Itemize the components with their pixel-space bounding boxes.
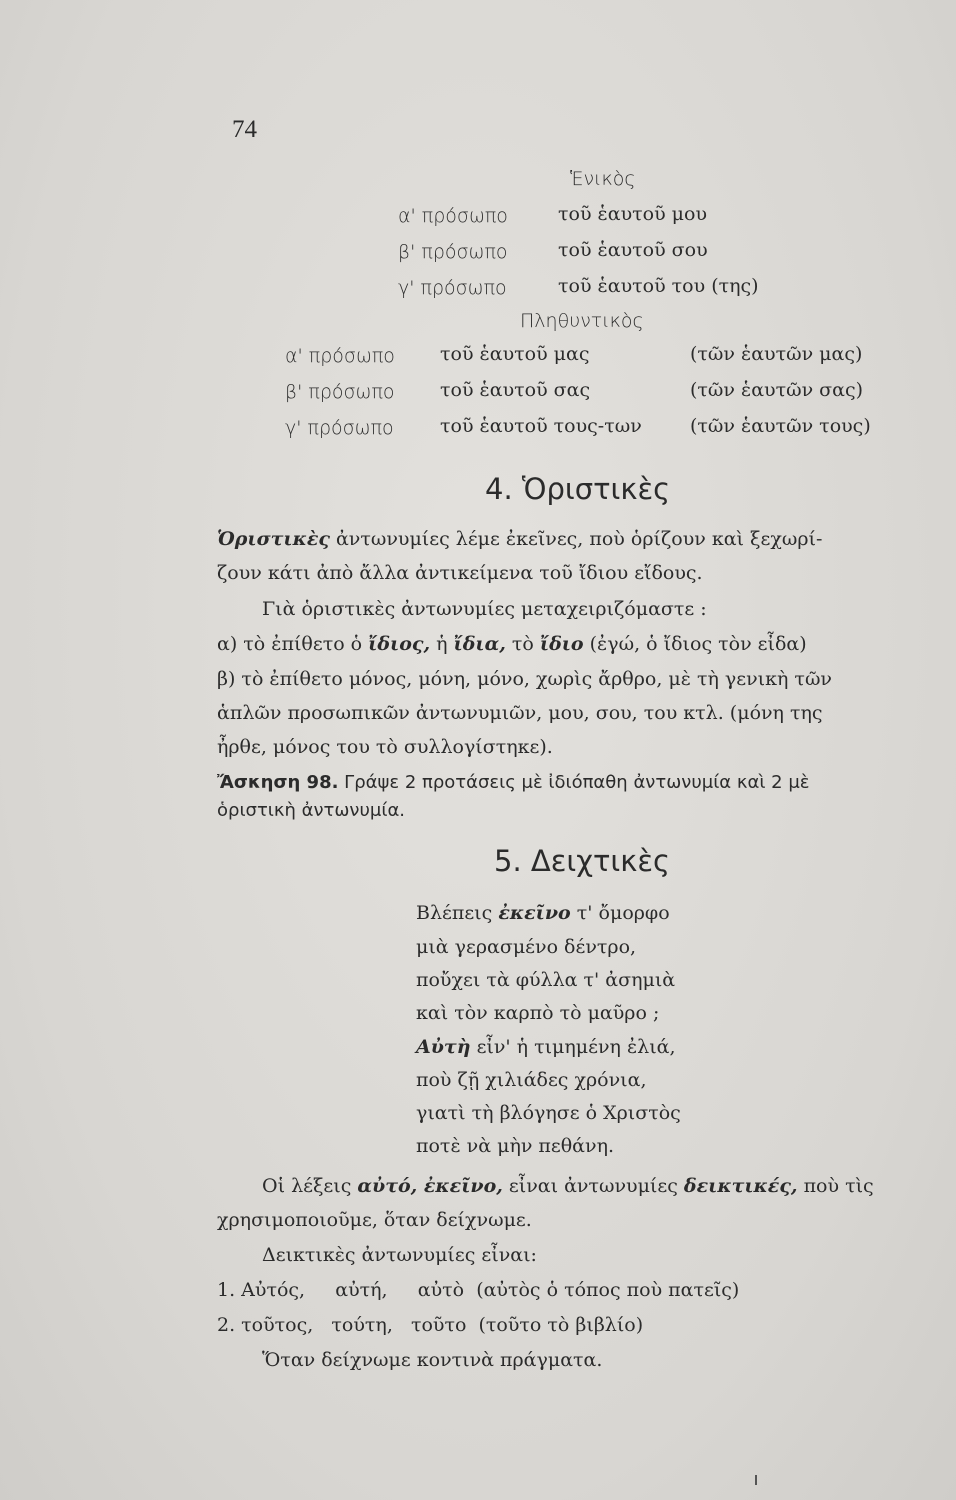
exercise-98-line-2: ὁριστικὴ ἀντωνυμία.: [217, 800, 406, 821]
section-4-definition-line-1: [217, 528, 822, 550]
p1-suffix: ποὺ τὶς: [797, 1175, 874, 1197]
section-5-heading: 5. Δειχτικὲς: [494, 844, 671, 878]
plural-form-1: τοῦ ἑαυτοῦ μας: [440, 343, 590, 365]
section-4-item-b-line-2: ἁπλῶν προσωπικῶν ἀντωνυμιῶν, μου, σου, του κτλ. (μόνη της: [217, 702, 823, 724]
section-4-item-a: [217, 633, 807, 655]
item-a-suffix: (ἐγώ, ὁ ἴδιος τὸν εἶδα): [583, 633, 807, 655]
item-a-mid-1: ἡ: [430, 633, 454, 655]
section-5-paragraph-2: Δεικτικὲς ἀντωνυμίες εἶναι:: [262, 1244, 537, 1266]
plural-person-3: γ' πρόσωπο: [285, 417, 394, 439]
singular-person-3: γ' πρόσωπο: [398, 277, 507, 299]
section-4-item-b-line-3: ἦρθε, μόνος του τὸ συλλογίστηκε).: [217, 736, 553, 758]
section-4-item-b-line-1: β) τὸ ἐπίθετο μόνος, μόνη, μόνο, χωρὶς ἄρθρο, μὲ τὴ γενικὴ τῶν: [217, 668, 832, 690]
poem-line-8: ποτὲ νὰ μὴν πεθάνη.: [416, 1135, 614, 1157]
page-edge-mark: [755, 1475, 757, 1485]
poem-line-5-suffix: εἶν' ἡ τιμημένη ἐλιά,: [470, 1036, 676, 1058]
plural-person-1: α' πρόσωπο: [285, 345, 395, 367]
demonstrative-list-item-1: 1. Αὐτός, αὐτή, αὐτὸ (αὐτὸς ὁ τόπος ποὺ πατεῖς): [217, 1279, 740, 1301]
section-4-intro: Γιὰ ὁριστικὲς ἀντωνυμίες μεταχειριζόμαστε :: [262, 598, 707, 620]
exercise-98-line-1: [217, 772, 810, 793]
singular-heading: Ἑνικὸς: [570, 168, 636, 190]
singular-form-3: τοῦ ἑαυτοῦ του (της): [558, 275, 759, 297]
plural-heading: Πληθυντικὸς: [520, 310, 644, 332]
item-a-word-3: ἴδιο: [539, 633, 584, 655]
section-4-heading: 4. Ὁριστικὲς: [485, 472, 671, 506]
section-5-paragraph-3: Ὅταν δείχνωμε κοντινὰ πράγματα.: [262, 1349, 603, 1371]
singular-person-2: β' πρόσωπο: [398, 241, 508, 263]
singular-person-1: α' πρόσωπο: [398, 205, 508, 227]
plural-alt-2: (τῶν ἑαυτῶν σας): [690, 379, 864, 401]
exercise-label: Ἄσκηση 98.: [217, 772, 339, 793]
section-4-definition-line-2: ζουν κάτι ἀπὸ ἄλλα ἀντικείμενα τοῦ ἴδιου εἴδους.: [217, 562, 703, 584]
plural-alt-1: (τῶν ἑαυτῶν μας): [690, 343, 863, 365]
item-a-word-1: ἴδιος,: [368, 633, 431, 655]
section-5-paragraph-1-line-1: [262, 1175, 874, 1197]
poem-line-1-prefix: Βλέπεις: [416, 902, 499, 924]
item-a-prefix: α) τὸ ἐπίθετο ὁ: [217, 633, 369, 655]
singular-form-1: τοῦ ἑαυτοῦ μου: [558, 203, 707, 225]
p1-prefix: Οἱ λέξεις: [262, 1175, 358, 1197]
item-a-mid-2: τὸ: [505, 633, 540, 655]
page-number: 74: [232, 116, 257, 143]
poem-line-1-emphasis: ἐκεῖνο: [498, 902, 571, 924]
exercise-text: Γράψε 2 προτάσεις μὲ ἰδιόπαθη ἀντωνυμία καὶ 2 μὲ: [338, 772, 810, 793]
poem-line-1: [416, 902, 670, 924]
plural-alt-3: (τῶν ἑαυτῶν τους): [690, 415, 871, 437]
poem-line-5: [416, 1036, 676, 1058]
p1-emphasis-2: δεικτικές,: [683, 1175, 798, 1197]
poem-line-6: ποὺ ζῇ χιλιάδες χρόνια,: [416, 1069, 647, 1091]
p1-emphasis-1: αὐτό, ἐκεῖνο,: [357, 1175, 503, 1197]
definition-term: Ὁριστικὲς: [217, 528, 330, 550]
section-5-paragraph-1-line-2: χρησιμοποιοῦμε, ὅταν δείχνωμε.: [217, 1209, 532, 1231]
item-a-word-2: ἴδια,: [453, 633, 506, 655]
plural-person-2: β' πρόσωπο: [285, 381, 395, 403]
plural-form-2: τοῦ ἑαυτοῦ σας: [440, 379, 591, 401]
definition-text: ἀντωνυμίες λέμε ἐκεῖνες, ποὺ ὁρίζουν καὶ ξεχωρί-: [329, 528, 823, 550]
poem-line-2: μιὰ γερασμένο δέντρο,: [416, 936, 637, 958]
poem-line-1-suffix: τ' ὄμορφο: [570, 902, 670, 924]
demonstrative-list-item-2: 2. τοῦτος, τούτη, τοῦτο (τοῦτο τὸ βιβλίο): [217, 1314, 644, 1336]
singular-form-2: τοῦ ἑαυτοῦ σου: [558, 239, 708, 261]
poem-line-4: καὶ τὸν καρπὸ τὸ μαῦρο ;: [416, 1002, 660, 1024]
plural-form-3: τοῦ ἑαυτοῦ τους-των: [440, 415, 642, 437]
poem-line-5-emphasis: Αὐτὴ: [416, 1036, 471, 1058]
poem-line-7: γιατὶ τὴ βλόγησε ὁ Χριστὸς: [416, 1102, 681, 1124]
poem-line-3: ποὔχει τὰ φύλλα τ' ἀσημιὰ: [416, 969, 676, 991]
p1-middle: εἶναι ἀντωνυμίες: [502, 1175, 684, 1197]
